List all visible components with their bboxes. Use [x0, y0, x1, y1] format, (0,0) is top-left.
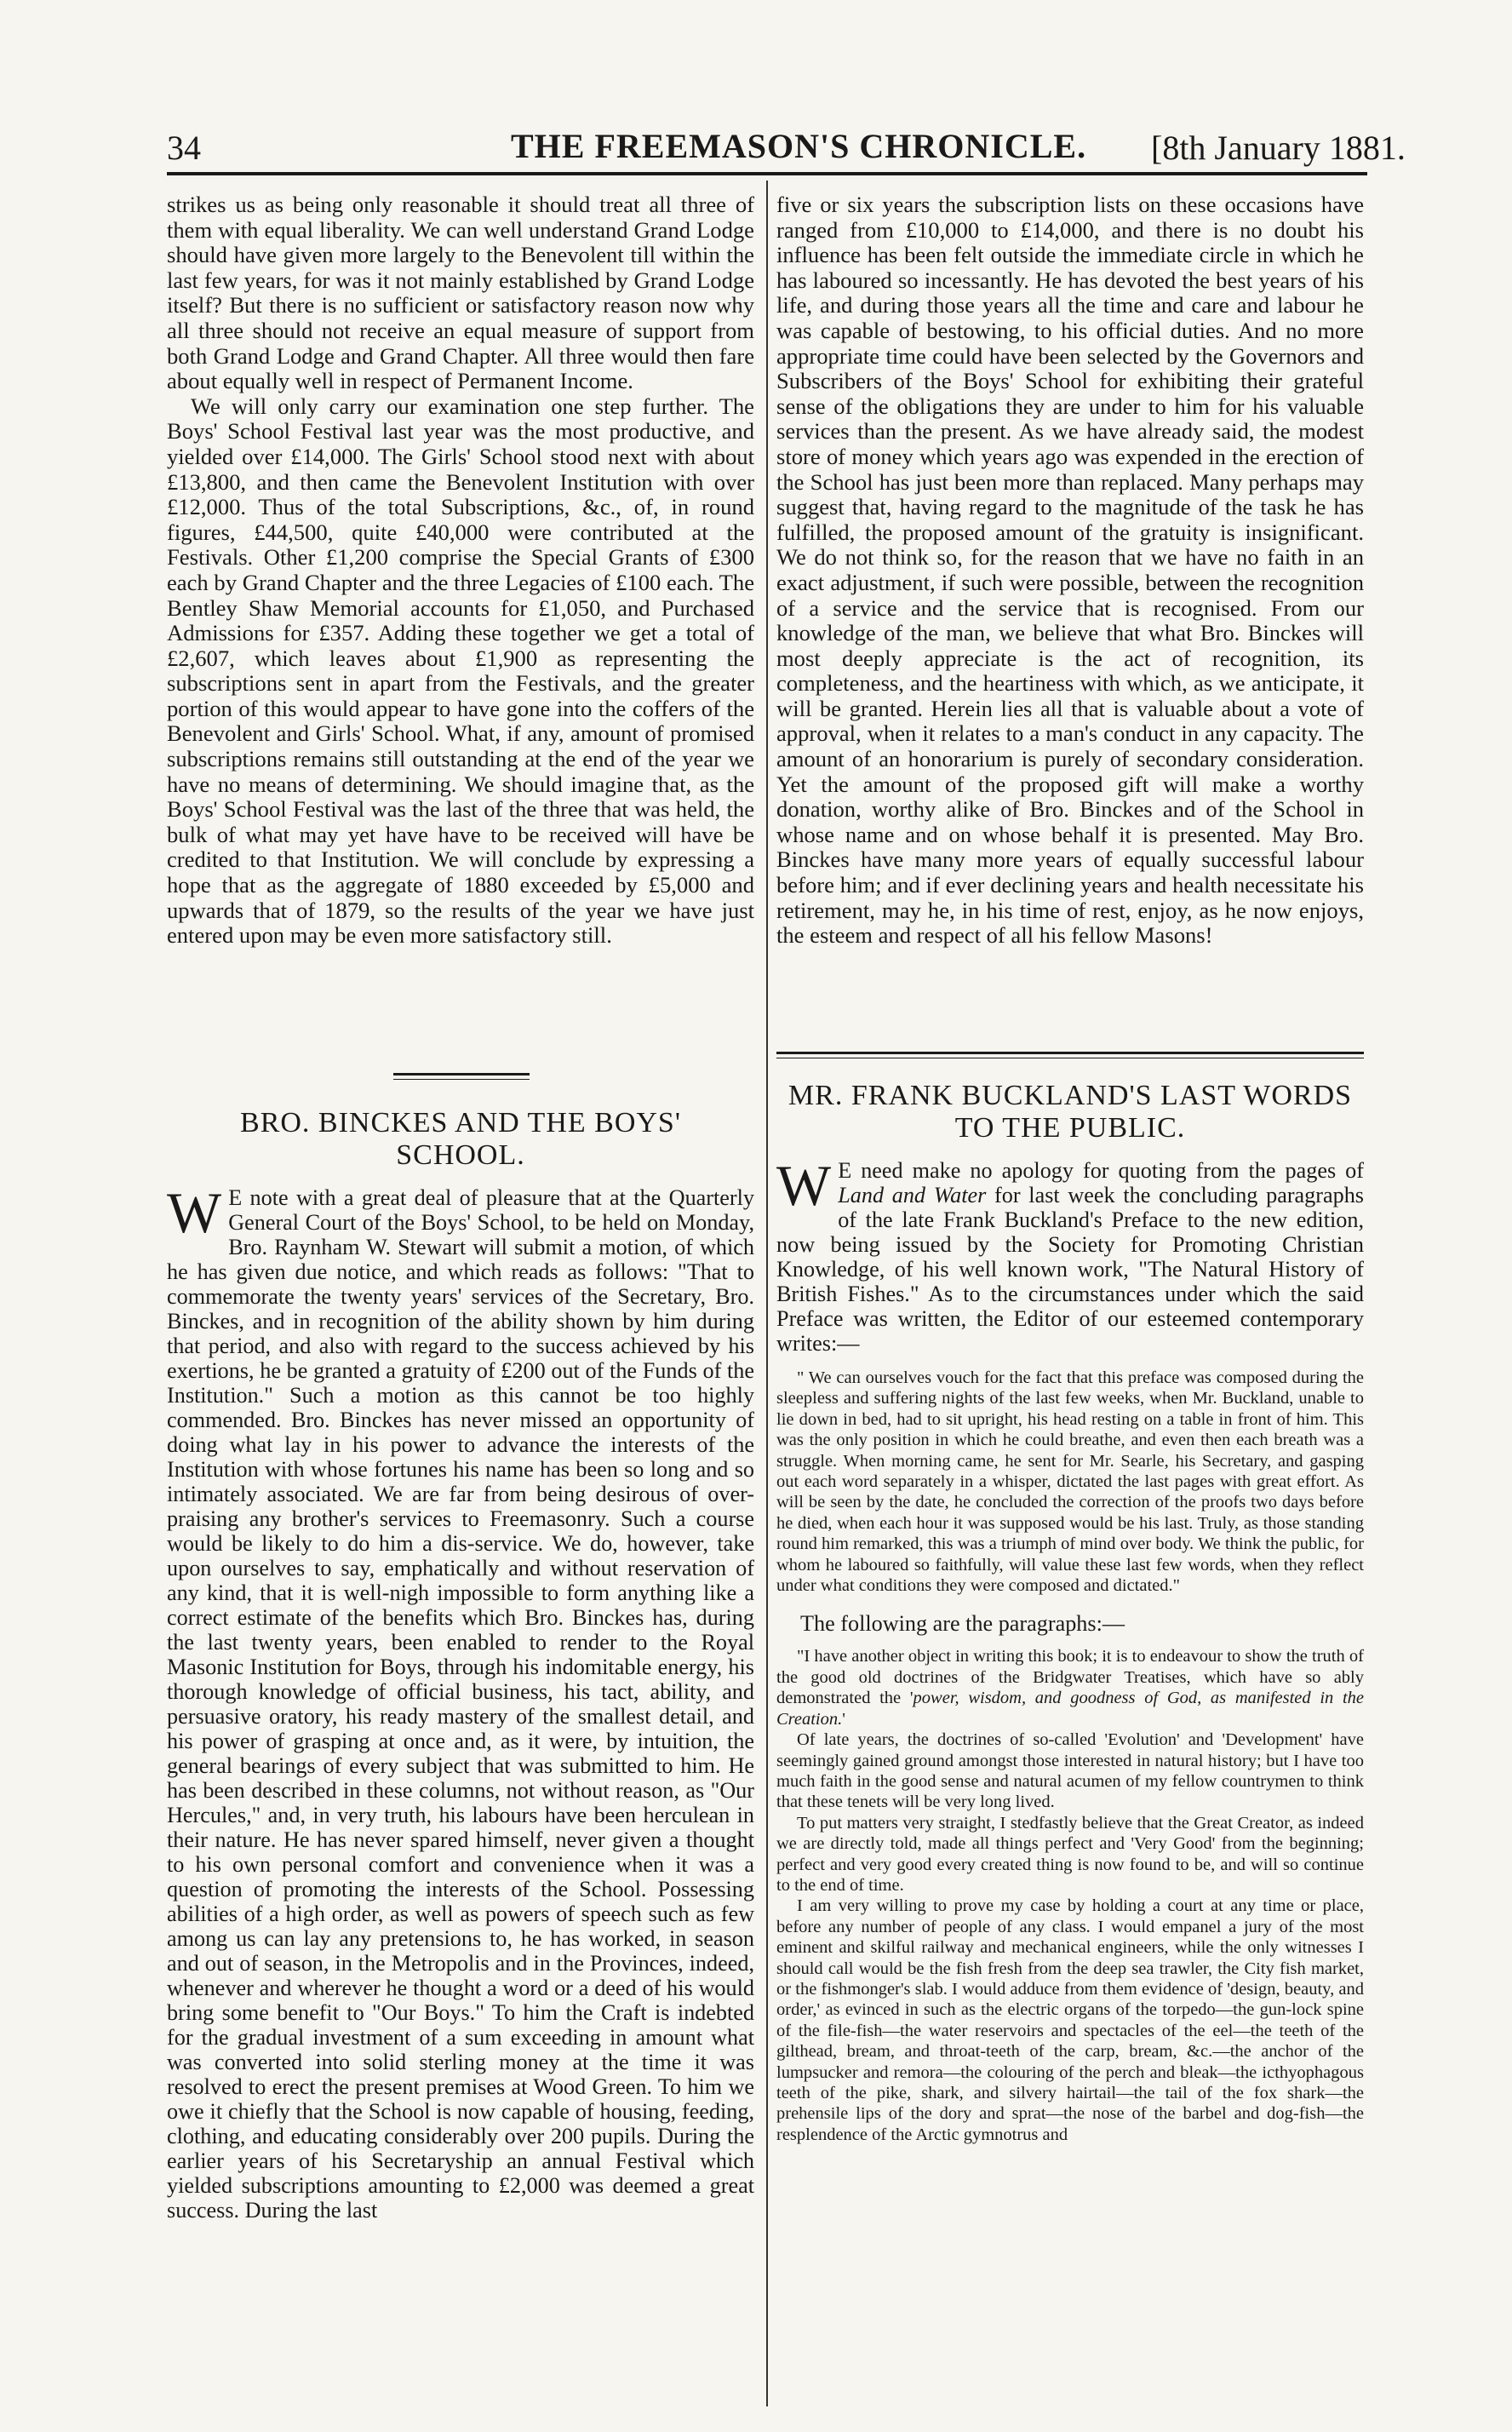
drop-cap: W	[167, 1180, 222, 1245]
preface-italic: power, wisdom, and goodness of God, as manifested in the Creation.	[776, 1689, 1365, 1729]
issue-date: [8th January 1881.	[1151, 129, 1406, 167]
preface-paragraph: To put matters very straight, I stedfastly believe that the Great Creator, as indeed we are directly told, made all things perfect and 'Very Good' from the beginning; perfect and very good every created thing is now found to be, and will so continue to the end of time.	[776, 1813, 1364, 1895]
following-label: The following are the paragraphs:—	[800, 1611, 1125, 1637]
heading-line: MR. FRANK BUCKLAND'S LAST WORDS	[788, 1080, 1353, 1111]
intro-text: for last week the concluding paragraphs of the late Frank Buckland's Preface to the new edition, now being issued by the Society for Promoting Christian Knowledge, of his well known work, "The Natural History of British Fishes." As to the circumstances under which the said Preface was written, the Editor of our esteemed contemporary writes:—	[776, 1183, 1364, 1356]
preface-paragraph: Of late years, the doctrines of so-called 'Evolution' and 'Development' have seemingly gained ground amongst those interested in natural history; but I have too much faith in the good sense and natural acumen of my fellow countrymen to think that these tenets will be very long lived.	[776, 1730, 1364, 1812]
drop-cap: W	[776, 1153, 832, 1218]
paragraph: We will only carry our examination one step further. The Boys' School Festival last year was the most productive, and yielded over £14,000. The Girls' School stood next with about £13,800, and then came the Benevolent Institution with over £12,000. Thus of the total Subscriptions, &c., of, in round figures, £44,500, quite £40,000 were contributed at the Festivals. Other £1,200 comprise the Special Grants of £300 each by Grand Chapter and the three Legacies of £100 each. The Bentley Shaw Memorial accounts for £1,050, and Purchased Admissions for £357. Adding these together we get a total of £2,607, which leaves about £1,900 as representing the subscriptions sent in apart from the Festivals, and the greater portion of this would appear to have gone into the coffers of the Benevolent and Girls' School. What, if any, amount of promised subscriptions remains still outstanding at the end of the year we have no means of determining. We should imagine that, as the Boys' School Festival was the last of the three that was held, the bulk of what may yet have have to be received will have be credited to that Institution. We will conclude by expressing a hope that as the aggregate of 1880 exceeded by £5,000 and upwards that of 1879, so the results of the year we have just entered upon may be even more satisfactory still.	[167, 393, 754, 949]
paragraph: five or six years the subscription lists on these occasions have ranged from £10,000 to £14,000, and there is no doubt his influence has been felt outside the immediate circle in which he has laboured so incessantly. He has devoted the best years of his life, and during those years all the time and care and labour he was capable of bestowing, to his official duties. And no more appropriate time could have been selected by the Governors and Subscribers of the Boys' School for exhibiting their grateful sense of the obligations they are under to him for his valuable services than the present. As we have already said, the modest store of money which years ago was expended in the erection of the School has just been more than replaced. Many perhaps may suggest that, having regard to the magnitude of the task he has fulfilled, the proposed amount of the gratuity is insignificant. We do not think so, for the reason that we have no faith in an exact adjustment, if such were possible, between the recognition of a service and the service that is recognised. From our knowledge of the man, we believe that what Bro. Binckes will most deeply appreciate is the act of recognition, its completeness, and the heartiness with which, as we anticipate, it will be granted. Herein lies all that is valuable about a vote of approval, when it relates to a man's conduct in any capacity. The amount of an honorarium is purely of secondary consideration. Yet the amount of the proposed gift will make a worthy donation, worthy alike of Bro. Binckes and of the School in whose name and on whose behalf it is presented. May Bro. Binckes have many more years of equally successful labour before him; and if ever declining years and health necessitate his retirement, may he, in his time of rest, enjoy, as he now enjoys, the esteem and respect of all his fellow Masons!	[776, 192, 1364, 949]
article-text: E note with a great deal of pleasure that at the Quarterly General Court of the Boys' School, to be held on Monday, Bro. Raynham W. Stewart will submit a motion, of which he has given due notice, and which reads as follows: "That to commemorate the twenty years' services of the Secretary, Bro. Binckes, and in recognition of the ability shown by him during that period, and also with regard to the success achieved by his exertions, he be granted a gratuity of £200 out of the Funds of the Institution." Such a motion as this cannot be too highly commended. Bro. Binckes has never missed an opportunity of doing what lay in his power to advance the interests of the Institution with whose fortunes his name has been so long and so intimately associated. We are far from being desirous of over-praising any brother's services to Freemasonry. Such a course would be likely to do him a dis-service. We do, however, take upon ourselves to say, emphatically and without reservation of any kind, that it is well-nigh impossible to form anything like a correct estimate of the benefits which Bro. Binckes has, during the last twenty years, been enabled to render to the Royal Masonic Institution for Boys, through his indomitable energy, his thorough knowledge of official business, his tact, ability, and persuasive oratory, his ready mastery of the smallest detail, and his power of grasping at once and, as it were, by intuition, the general bearings of every subject that was submitted to him. He has been described in these columns, not without reason, as "Our Hercules," and, in very truth, his labours have been herculean in their nature. He has never spared himself, never given a thought to his own personal comfort and convenience when it was a question of promoting the interests of the School. Possessing abilities of a high order, as well as powers of speech such as few among us can lay any pretensions to, he has worked, in season and out of season, in the Metropolis and in the Provinces, indeed, whenever and wherever he thought a word or a deed of his would bring some benefit to "Our Boys." To him the Craft is indebted for the gradual investment of a sum exceeding in amount what was converted into solid sterling money at the time it was resolved to erect the present premises at Wood Green. To him we owe it chiefly that the School is now capable of housing, feeding, clothing, and educating considerably over 200 pupils. During the earlier years of his Secretaryship an annual Festival which yielded subscriptions amounting to £2,000 was deemed a great success. During the last	[167, 1185, 754, 2223]
preface-paragraph: I am very willing to prove my case by holding a court at any time or place, before any number of people of any class. I would empanel a jury of the most eminent and skilful railway and mechanical engineers, while the only witnesses I should call would be the fish fresh from the deep sea trawler, the City fish market, or the fishmonger's slab. I would adduce from them evidence of 'design, beauty, and order,' as evinced in such as the electric organs of the torpedo—the gun-lock spine of the file-fish—the water reservoirs and spectacles of the eel—the teeth of the gilthead, bream, and throat-teeth of the carp, bream, &c.—the anchor of the lumpsucker and remora—the colouring of the perch and bleak—the icthyophagous teeth of the pike, shark, and silvery hairtail—the tail of the fox shark—the prehensile lips of the dory and sprat—the nose of the barbel and dog-fish—the resplendence of the Arctic gymnotrus and	[776, 1896, 1364, 2144]
article-body-binckes	[167, 1180, 754, 2223]
heading-line: BRO. BINCKES AND THE BOYS'	[240, 1107, 681, 1139]
preface-text: "I have another object in writing this book; it is to endeavour to show the truth of the good old doctrines of the Bridgwater Treatises, which have so ably demonstrated the '	[776, 1647, 1364, 1708]
editor-quote: " We can ourselves vouch for the fact that this preface was composed during the sleepless and suffering nights of the last few weeks, when Mr. Buckland, unable to lie down in bed, had to sit upright, his head resting on a table in front of him. This was the only position in which he could breathe, and even then each breath was a struggle. When morning came, he sent for Mr. Searle, his Secretary, and gasping out each word separately in a whisper, dictated the last pages with great effort. As will be seen by the date, he concluded the correction of the proofs two days before he died, when each hour it was supposed would be his last. Truly, as those standing round him remarked, this was a triumph of mind over body. We think the public, for whom he laboured so faithfully, will value these last few words, when they reflect under what conditions they were composed and dictated."	[776, 1368, 1364, 1596]
left-column-continuation	[167, 192, 754, 949]
right-column-continuation	[776, 192, 1364, 949]
article-heading-binckes	[167, 1107, 754, 1172]
article-body-buckland	[776, 1153, 1365, 2145]
intro-text: E need make no apology for quoting from the pages of	[838, 1158, 1364, 1183]
page-number: 34	[167, 129, 201, 167]
masthead-title: THE FREEMASON'S CHRONICLE.	[511, 127, 1087, 165]
paragraph: strikes us as being only reasonable it should treat all three of them with equal liberality. We can well understand Grand Lodge should have given more largely to the Benevolent till within the last few years, for was it not mainly established by Grand Lodge itself? But there is no sufficient or satisfactory reason now why all three should not receive an equal measure of support from both Grand Lodge and Grand Chapter. All three would then fare about equally well in respect of Permanent Income.	[167, 192, 754, 394]
heading-line: TO THE PUBLIC.	[954, 1112, 1186, 1144]
article-heading-buckland	[776, 1080, 1364, 1144]
page-header	[0, 0, 1512, 167]
preface-text: '	[842, 1709, 845, 1729]
heading-line: SCHOOL.	[396, 1139, 525, 1171]
publication-title: Land and Water	[838, 1183, 987, 1207]
column-divider	[766, 181, 768, 2406]
header-rule	[167, 172, 1367, 175]
